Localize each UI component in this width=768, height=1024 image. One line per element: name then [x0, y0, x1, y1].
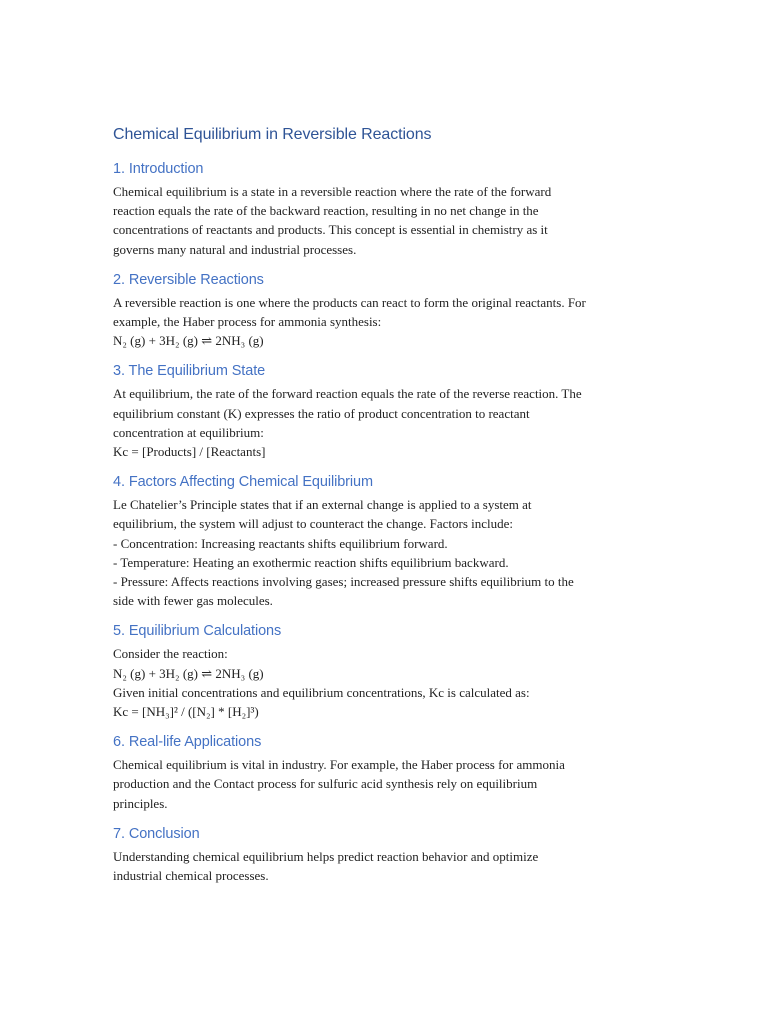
reaction-equation: N₂ (g) + 3H₂ (g) ⇌ 2NH₃ (g) [113, 333, 264, 349]
document-title: Chemical Equilibrium in Reversible Reactions [113, 126, 432, 143]
section-applications [113, 732, 658, 813]
body-line: industrial chemical processes. [113, 868, 269, 884]
section-calculations [113, 621, 658, 721]
body-line: equilibrium, the system will adjust to counteract the change. Factors include: [113, 516, 514, 532]
body-line: reaction equals the rate of the backward reaction, resulting in no net change in the [113, 203, 539, 219]
body-line: equilibrium constant (K) expresses the ratio of product concentration to reactant [113, 405, 530, 421]
reaction-equation: N₂ (g) + 3H₂ (g) ⇌ 2NH₃ (g) [113, 665, 264, 681]
kc-formula: Kc = [NH₃]² / ([N₂] * [H₂]³) [113, 704, 259, 720]
section-heading: 7. Conclusion [113, 825, 200, 842]
section-heading: 3. The Equilibrium State [113, 363, 266, 380]
section-heading: 4. Factors Affecting Chemical Equilibrium [113, 474, 373, 491]
factor-item: - Pressure: Affects reactions involving gases; increased pressure shifts equilibrium to the [113, 574, 574, 590]
body-line: Le Chatelier’s Principle states that if an external change is applied to a system at [113, 497, 532, 513]
body-line: principles. [113, 795, 168, 811]
factor-item: - Temperature: Heating an exothermic reaction shifts equilibrium backward. [113, 554, 509, 570]
body-line: A reversible reaction is one where the products can react to form the original reactants. For [113, 294, 586, 310]
body-line: concentrations of reactants and products. This concept is essential in chemistry as it [113, 222, 548, 238]
section-heading: 6. Real-life Applications [113, 734, 262, 751]
section-equilibrium-state [113, 361, 658, 461]
factor-item: - Concentration: Increasing reactants shifts equilibrium forward. [113, 535, 448, 551]
body-line: At equilibrium, the rate of the forward reaction equals the rate of the reverse reaction. The [113, 386, 582, 402]
body-line: side with fewer gas molecules. [113, 593, 273, 609]
section-reversible-reactions [113, 270, 658, 351]
body-line: Chemical equilibrium is a state in a reversible reaction where the rate of the forward [113, 184, 552, 199]
body-line: Given initial concentrations and equilibrium concentrations, Kc is calculated as: [113, 684, 530, 700]
body-line: Understanding chemical equilibrium helps predict reaction behavior and optimize [113, 848, 539, 864]
document-page [113, 124, 658, 896]
body-line: Consider the reaction: [113, 646, 228, 662]
body-line: governs many natural and industrial processes. [113, 241, 357, 257]
body-line: example, the Haber process for ammonia synthesis: [113, 314, 382, 330]
section-introduction [113, 159, 658, 259]
body-line: concentration at equilibrium: [113, 424, 264, 440]
section-conclusion [113, 824, 658, 885]
body-line: production and the Contact process for sulfuric acid synthesis rely on equilibrium [113, 776, 538, 792]
section-heading: 1. Introduction [113, 161, 204, 177]
section-heading: 2. Reversible Reactions [113, 271, 264, 288]
section-factors [113, 472, 658, 610]
body-line: Chemical equilibrium is vital in industry. For example, the Haber process for ammonia [113, 757, 565, 773]
section-heading: 5. Equilibrium Calculations [113, 623, 282, 640]
kc-formula: Kc = [Products] / [Reactants] [113, 444, 266, 460]
